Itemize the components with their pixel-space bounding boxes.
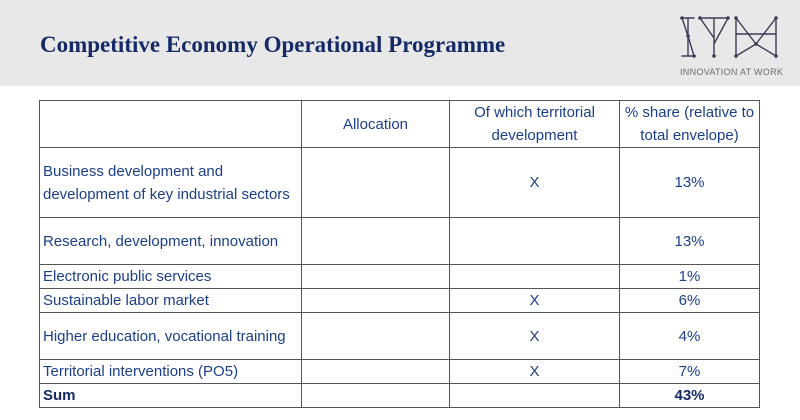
row-label: Research, development, innovation bbox=[40, 218, 302, 265]
logo-subtitle: INNOVATION AT WORK bbox=[680, 67, 784, 77]
table-row bbox=[40, 148, 760, 218]
itm-logo bbox=[678, 14, 790, 78]
row-territorial: X bbox=[450, 313, 620, 360]
sum-label: Sum bbox=[40, 384, 302, 408]
row-share: 13% bbox=[620, 218, 760, 265]
page-title: Competitive Economy Operational Programme bbox=[40, 32, 506, 57]
row-share: 7% bbox=[620, 360, 760, 384]
row-territorial: X bbox=[450, 360, 620, 384]
table-row bbox=[40, 360, 760, 384]
row-label: Higher education, vocational training bbox=[40, 313, 302, 360]
row-allocation bbox=[302, 360, 450, 384]
row-allocation bbox=[302, 313, 450, 360]
header-share: % share (relative to total envelope) bbox=[620, 101, 760, 148]
row-share: 4% bbox=[620, 313, 760, 360]
table-row bbox=[40, 265, 760, 289]
row-label: Business development and development of key industrial sectors bbox=[40, 148, 302, 218]
header-allocation: Allocation bbox=[302, 101, 450, 148]
sum-share: 43% bbox=[620, 384, 760, 408]
row-label: Electronic public services bbox=[40, 265, 302, 289]
itm-logo-graphic bbox=[678, 14, 790, 64]
table-row bbox=[40, 289, 760, 313]
table-row bbox=[40, 218, 760, 265]
sum-territorial bbox=[450, 384, 620, 408]
table-header-row bbox=[40, 101, 760, 148]
row-share: 6% bbox=[620, 289, 760, 313]
row-share: 13% bbox=[620, 148, 760, 218]
row-share: 1% bbox=[620, 265, 760, 289]
row-allocation bbox=[302, 148, 450, 218]
row-label: Territorial interventions (PO5) bbox=[40, 360, 302, 384]
row-territorial bbox=[450, 265, 620, 289]
programme-table bbox=[39, 100, 760, 408]
row-territorial bbox=[450, 218, 620, 265]
row-allocation bbox=[302, 218, 450, 265]
sum-allocation bbox=[302, 384, 450, 408]
row-territorial: X bbox=[450, 289, 620, 313]
row-label: Sustainable labor market bbox=[40, 289, 302, 313]
table-row bbox=[40, 313, 760, 360]
sum-row bbox=[40, 384, 760, 408]
header-territorial: Of which territorial development bbox=[450, 101, 620, 148]
header-bar bbox=[0, 0, 800, 86]
row-allocation bbox=[302, 265, 450, 289]
row-territorial: X bbox=[450, 148, 620, 218]
row-allocation bbox=[302, 289, 450, 313]
header-cell-empty bbox=[40, 101, 302, 148]
